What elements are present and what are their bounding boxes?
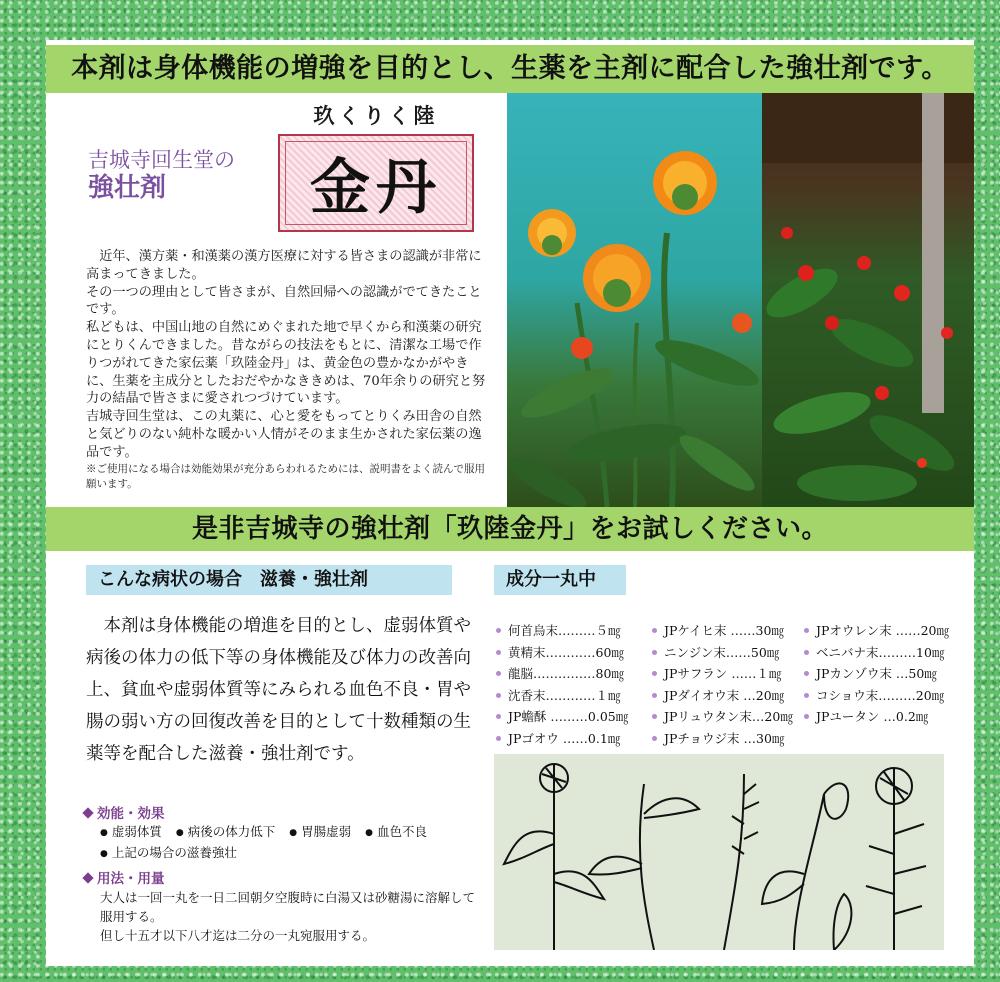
ginseng-photo (762, 93, 974, 507)
botanical-drawing (494, 754, 944, 950)
usage-note: ※ご使用になる場合は効能効果が充分あらわれるためには、説明書をよく読んで服用願います。 (86, 463, 485, 490)
diamond-icon (82, 807, 93, 818)
usage-heading (84, 867, 165, 887)
effects-list (100, 822, 480, 864)
ingredient-item: 沈香末…………１㎎ (496, 685, 636, 707)
ingredient-item: ベニバナ末………10㎎ (804, 642, 944, 664)
intro-paragraph: その一つの理由として皆さまが、自然回帰への認識がでてきたことです。 (86, 284, 482, 318)
usage-line: 但し十五才以下八才迄は二分の一丸宛服用する。 (100, 928, 376, 943)
usage-text (100, 888, 480, 945)
ingredient-item: JPダイオウ末 …20㎎ (652, 685, 792, 707)
effects-heading (84, 802, 165, 822)
maker-block (88, 146, 235, 202)
ingredient-item: JPケイヒ末 ……30㎎ (652, 620, 792, 642)
ingredient-item: 龍脳……………80㎎ (496, 663, 636, 685)
maker-tagline: 強壮剤 (88, 173, 167, 203)
effects-heading-label: 効能・効果 (97, 806, 165, 822)
ingredient-list (652, 620, 792, 749)
ingredient-list (804, 620, 949, 728)
intro-text (86, 248, 492, 462)
usage-line: 大人は一回一丸を一日二回朝夕空腹時に白湯又は砂糖湯に溶解して服用する。 (100, 890, 476, 924)
ingredient-item: JPカンゾウ末 …50㎎ (804, 663, 944, 685)
ingredient-item: ニンジン末……50㎎ (652, 642, 792, 664)
intro-paragraph: 私どもは、中国山地の自然にめぐまれた地で早くから和漢薬の研究にとりくんできました。昔ながらの技法をもとに、清潔な工場で作りつがれてきた家伝薬「玖陸金丹」は、黄金色の豊かなかがやきに、生薬を主成分としたおだやかなききめは、70年余りの研究と努力の結晶で皆さまに愛されつづけています。 (86, 320, 486, 407)
ingredient-item: 黄精末…………60㎎ (496, 642, 636, 664)
effect-item: ● 血色不良 (365, 822, 427, 843)
ingredient-item: JPリュウタン末…20㎎ (652, 706, 792, 728)
logo-caption: 玖くりく陸 (313, 103, 439, 128)
usage-heading-label: 用法・用量 (97, 871, 165, 887)
symptoms-body: 本剤は身体機能の増進を目的とし、虚弱体質や病後の体力の低下等の身体機能及び体力の改善向上、貧血や虚弱体質等にみられる血色不良・胃や腸の弱い方の回復改善を目的として十数種類の生薬等を配合した滋養・強壮剤です。 (86, 616, 471, 764)
ingredient-item: JPユータン …0.2㎎ (804, 706, 944, 728)
middle-banner: 是非吉城寺の強壮剤「玖陸金丹」をお試しください。 (46, 507, 974, 551)
intro-paragraph: 吉城寺回生堂は、この丸薬に、心と愛をもってとりくみ田舎の自然と気どりのない純朴な暖かい人情がそのまま生かされた家伝薬の逸品です。 (86, 409, 482, 460)
logo-name: 金丹 (285, 141, 467, 225)
effect-item: ● 虚弱体質 (100, 822, 162, 843)
ingredient-item: JPオウレン末 ……20㎎ (804, 620, 944, 642)
ingredient-item: JP蟾酥 ………0.05㎎ (496, 706, 636, 728)
ingredient-item: 何首烏末………５㎎ (496, 620, 636, 642)
effect-item: ● 上記の場合の滋養強壮 (100, 843, 237, 864)
ingredient-list (496, 620, 636, 749)
safflower-photo (507, 93, 762, 507)
logo-plate (278, 134, 474, 232)
ginseng-illustration (762, 93, 974, 507)
effect-item: ● 胃腸虚弱 (289, 822, 351, 843)
diamond-icon (82, 872, 93, 883)
symptoms-heading: こんな病状の場合 滋養・強壮剤 (86, 565, 452, 595)
maker-name: 吉城寺回生堂の (88, 148, 235, 172)
ingredient-item: JPチョウジ末 …30㎎ (652, 728, 792, 750)
ingredient-item: JPサフラン ……１㎎ (652, 663, 792, 685)
intro-paragraph: 近年、漢方薬・和漢薬の漢方医療に対する皆さまの認識が非常に高まってきました。 (86, 249, 482, 282)
ingredients-heading: 成分一丸中 (494, 565, 626, 595)
ingredient-item: JPゴオウ ……0.1㎎ (496, 728, 636, 750)
ingredient-item: コショウ末………20㎎ (804, 685, 944, 707)
product-logo (276, 100, 476, 234)
safflower-illustration (507, 93, 762, 507)
herb-sketch-illustration (494, 754, 944, 950)
effect-item: ● 病後の体力低下 (176, 822, 275, 843)
top-banner: 本剤は身体機能の増強を目的とし、生薬を主剤に配合した強壮剤です。 (46, 45, 974, 93)
